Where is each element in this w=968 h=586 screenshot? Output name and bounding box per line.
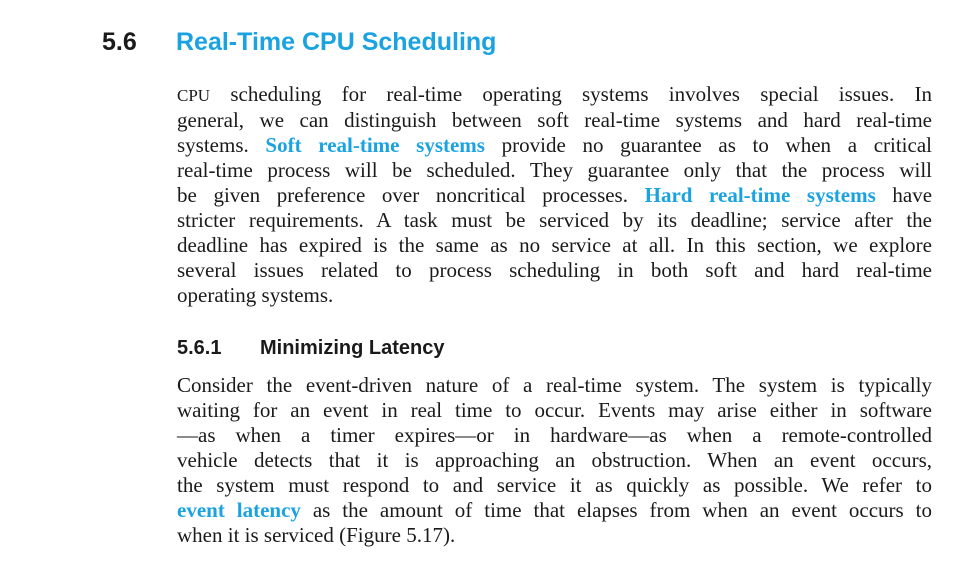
- paragraph-line: general, we can distinguish between soft real-time systems and hard real-time: [177, 108, 932, 132]
- line-text: systems.: [177, 133, 266, 157]
- paragraph-line: vehicle detects that it is approaching an obstruction. When an event occurs,: [177, 448, 932, 472]
- paragraph-line: stricter requirements. A task must be serviced by its deadline; service after the: [177, 208, 932, 232]
- subsection-title: Minimizing Latency: [260, 337, 445, 359]
- line-text: scheduling for real-time operating systems involves special issues. In: [210, 82, 932, 106]
- paragraph-line: [177, 133, 932, 158]
- subsection-heading: [177, 334, 444, 362]
- section-heading: [102, 26, 496, 58]
- latency-paragraph: [177, 373, 932, 548]
- paragraph-line: when it is serviced (Figure 5.17).: [177, 523, 456, 547]
- paragraph-line: waiting for an event in real time to occur. Events may arise either in software: [177, 398, 932, 422]
- line-text: have: [875, 183, 933, 207]
- key-term-soft-real-time: Soft real-time systems: [265, 133, 485, 157]
- key-term-hard-real-time: Hard real-time systems: [644, 183, 876, 207]
- paragraph-line: several issues related to process scheduling in both soft and hard real-time: [177, 258, 932, 282]
- line-text: be given preference over noncritical processes.: [177, 183, 645, 207]
- paragraph-line: —as when a timer expires—or in hardware—as when a remote-controlled: [177, 423, 932, 447]
- cpu-acronym: CPU: [177, 86, 211, 105]
- section-title: Real-Time CPU Scheduling: [176, 28, 497, 56]
- section-number: 5.6: [102, 28, 137, 56]
- line-text: as the amount of time that elapses from when an event occurs to: [300, 498, 932, 522]
- paragraph-line: Consider the event-driven nature of a real-time system. The system is typically: [177, 373, 932, 397]
- subsection-number: 5.6.1: [177, 337, 222, 359]
- paragraph-line: [177, 183, 932, 208]
- paragraph-line: [177, 82, 932, 108]
- paragraph-line: real-time process will be scheduled. They guarantee only that the process will: [177, 158, 932, 182]
- line-text: provide no guarantee as to when a critical: [484, 133, 932, 157]
- intro-paragraph: [177, 82, 932, 308]
- paragraph-line: the system must respond to and service it as quickly as possible. We refer to: [177, 473, 932, 497]
- paragraph-line: [177, 498, 932, 523]
- key-term-event-latency: event latency: [177, 498, 301, 522]
- paragraph-line: operating systems.: [177, 283, 334, 307]
- paragraph-line: deadline has expired is the same as no service at all. In this section, we explore: [177, 233, 932, 257]
